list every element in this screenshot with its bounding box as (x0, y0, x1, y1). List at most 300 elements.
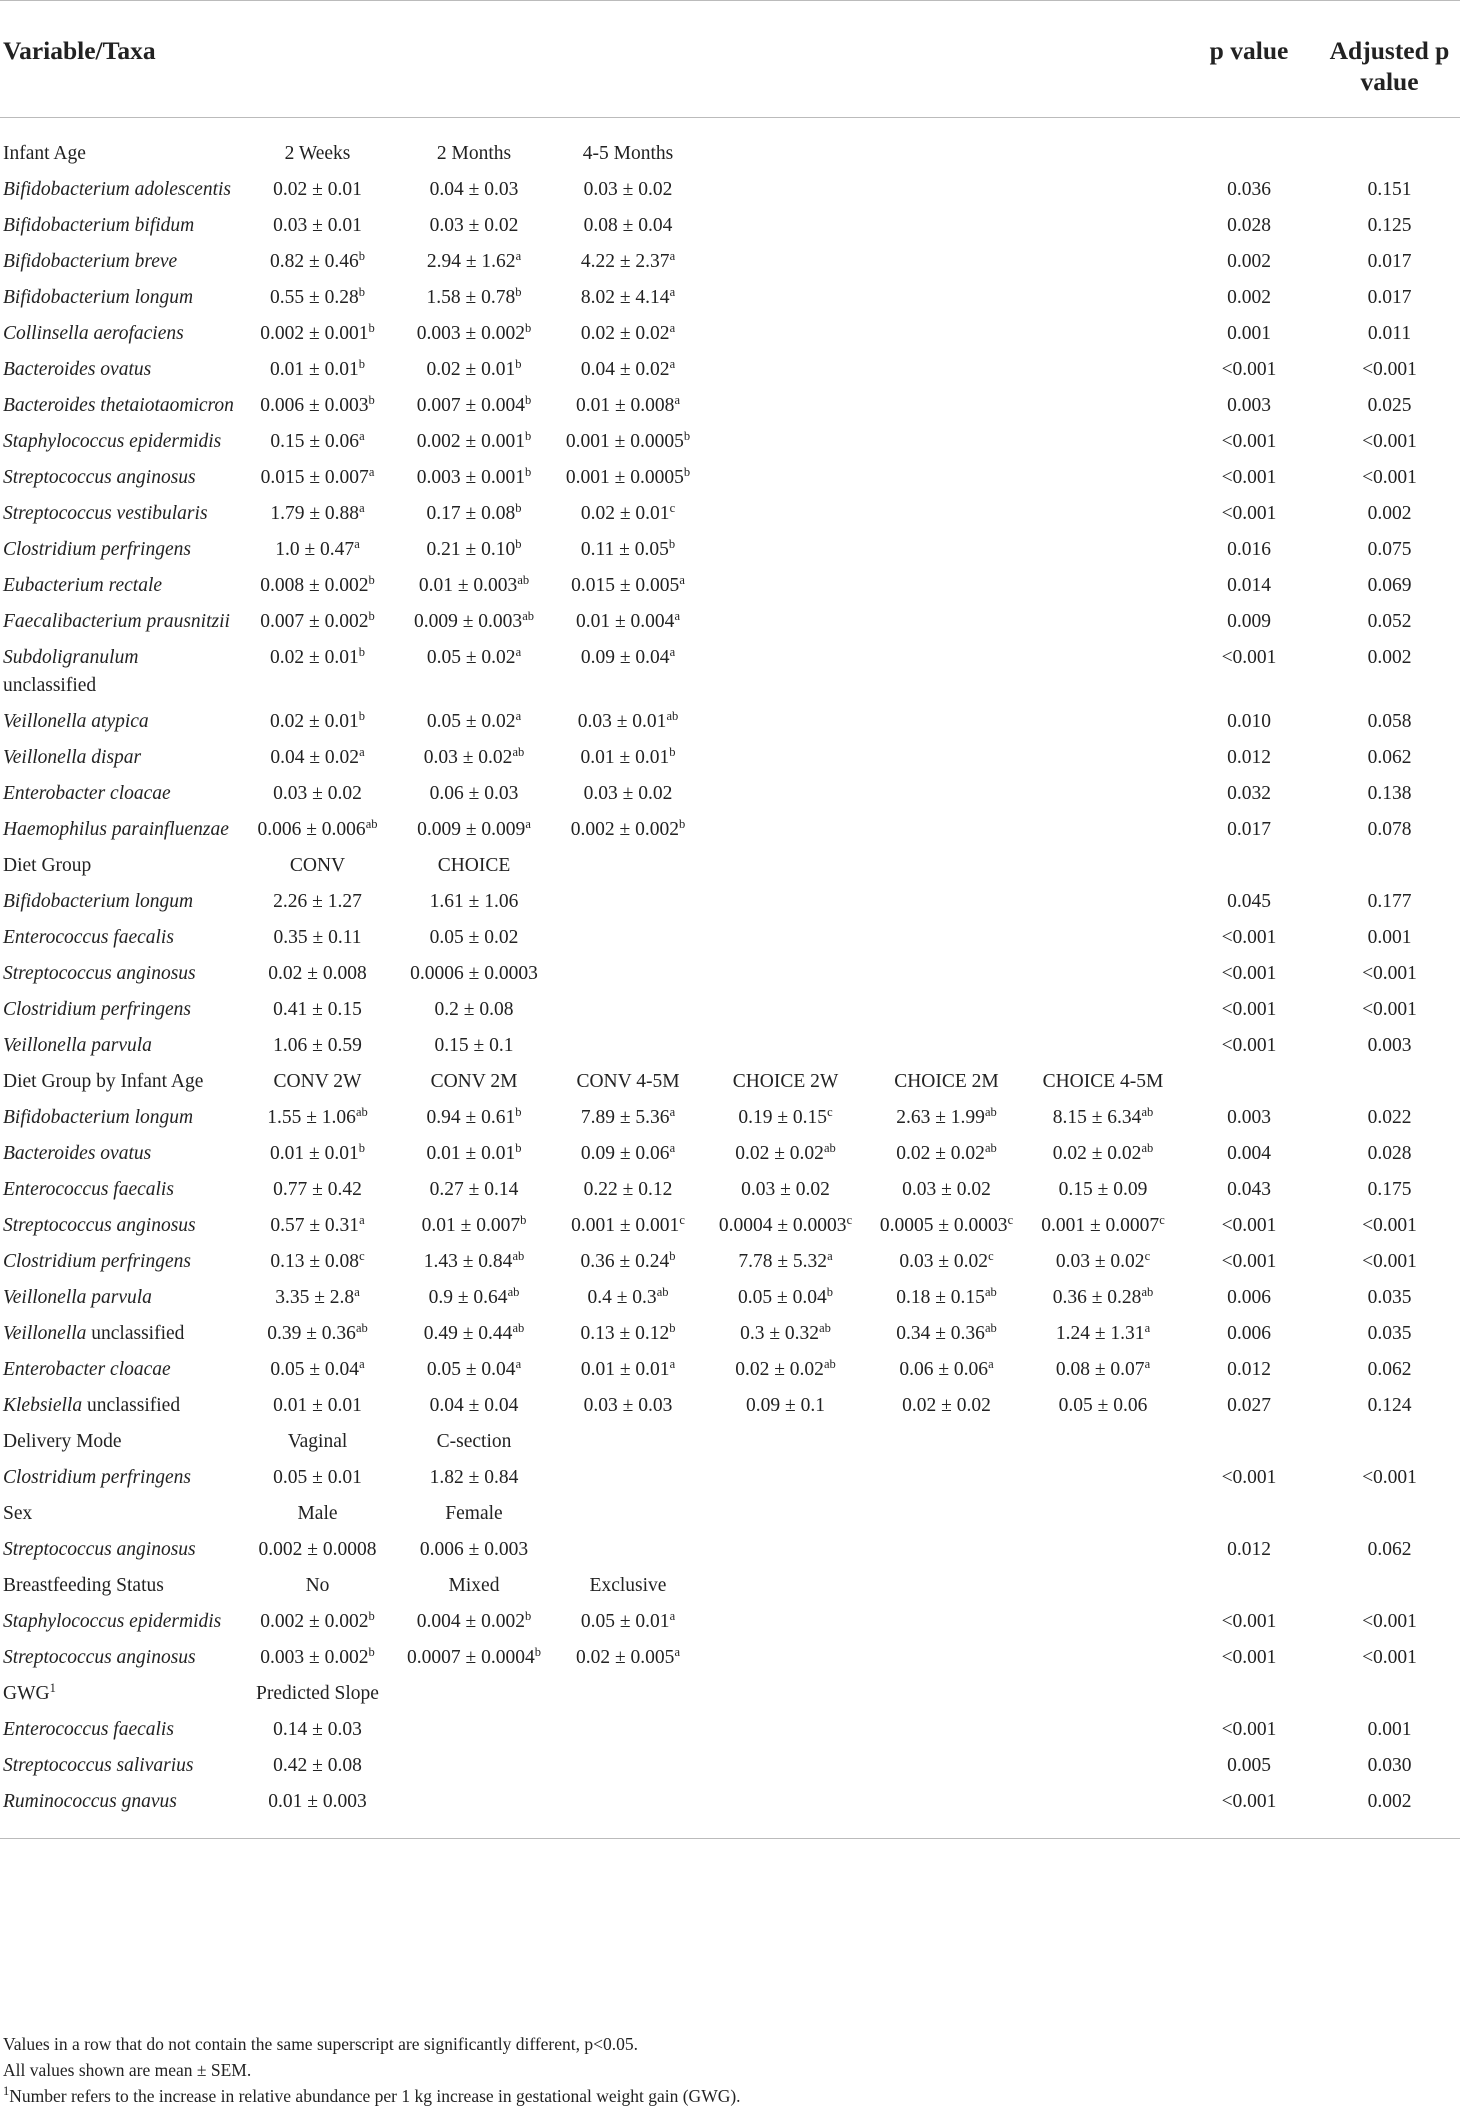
value-cell (1027, 1748, 1179, 1784)
taxon-cell (0, 1316, 238, 1352)
significance-superscript: a (669, 1357, 676, 1371)
mean-sem-value: 0.09 ± 0.1 (746, 1395, 825, 1416)
significance-superscript: b (515, 285, 522, 299)
value-cell (551, 532, 705, 568)
column-label-cell (705, 118, 866, 173)
significance-superscript: a (988, 1357, 994, 1371)
mean-sem-value: 0.001 ± 0.001 (571, 1215, 680, 1236)
table-row (0, 776, 1460, 812)
table-row (0, 316, 1460, 352)
value-cell (866, 388, 1027, 424)
significance-superscript: a (359, 501, 365, 515)
table-row (0, 1784, 1460, 1839)
value-cell (705, 920, 866, 956)
mean-sem-value: 0.06 ± 0.06 (899, 1359, 989, 1380)
significance-superscript: a (679, 573, 685, 587)
adjusted-p-value-cell: 0.030 (1367, 1755, 1412, 1776)
value-cell (866, 776, 1027, 812)
value-cell (705, 956, 866, 992)
value-cell (1027, 316, 1179, 352)
value-cell (705, 1208, 866, 1244)
taxon-cell (0, 316, 238, 352)
adjusted-p-value-cell: <0.001 (1362, 999, 1417, 1020)
mean-sem-value: 0.0007 ± 0.0004 (407, 1647, 535, 1668)
value-cell (705, 812, 866, 848)
mean-sem-value: 0.02 ± 0.02 (896, 1143, 985, 1164)
group-label: Diet Group (3, 855, 92, 876)
taxon-cell (0, 568, 238, 604)
table-row (0, 740, 1460, 776)
mean-sem-value: 0.09 ± 0.04 (580, 647, 670, 668)
footnote-marker: 1 (3, 2084, 10, 2098)
adjusted-p-value-cell: 0.062 (1367, 1359, 1412, 1380)
group-label-cell (0, 848, 238, 884)
value-cell (238, 776, 397, 812)
value-cell (1027, 1388, 1179, 1424)
significance-superscript: ab (512, 1249, 525, 1263)
header-blank (238, 1, 397, 118)
value-cell (705, 244, 866, 280)
value-cell (397, 640, 551, 704)
significance-superscript: c (1144, 1249, 1151, 1263)
group-header-row (0, 1676, 1460, 1712)
mean-sem-value: 0.06 ± 0.03 (429, 783, 519, 804)
mean-sem-value: 0.05 ± 0.04 (738, 1287, 827, 1308)
significance-superscript: a (674, 393, 680, 407)
taxon-cell (0, 1352, 238, 1388)
mean-sem-value: 0.03 ± 0.02 (741, 1179, 830, 1200)
taxon-cell (0, 604, 238, 640)
significance-superscript: b (358, 709, 365, 723)
mean-sem-value: 0.02 ± 0.02 (580, 323, 670, 344)
significance-superscript: c (827, 1105, 833, 1119)
significance-superscript: b (515, 501, 522, 515)
value-cell (705, 740, 866, 776)
value-cell (551, 956, 705, 992)
significance-superscript: b (524, 465, 532, 479)
value-cell (705, 1748, 866, 1784)
significance-superscript: a (674, 609, 680, 623)
significance-superscript: c (846, 1213, 853, 1227)
adjusted-p-value-cell: 0.062 (1367, 747, 1412, 768)
value-cell (238, 704, 397, 740)
taxon-cell (0, 424, 238, 460)
taxon-cell (0, 352, 238, 388)
value-cell (397, 1712, 551, 1748)
significance-superscript: b (669, 1321, 676, 1335)
value-cell (397, 704, 551, 740)
value-cell (238, 244, 397, 280)
column-label-cell (238, 1496, 397, 1532)
taxon-name: Veillonella (3, 1323, 87, 1344)
mean-sem-value: 0.02 ± 0.01 (580, 503, 670, 524)
column-label: CHOICE (437, 855, 511, 876)
mean-sem-value: 0.006 ± 0.006 (257, 819, 366, 840)
column-label: Exclusive (589, 1575, 667, 1596)
taxon-cell (0, 1784, 238, 1839)
column-label-cell (397, 1424, 551, 1460)
group-label-cell (0, 1676, 238, 1712)
column-label-cell (1027, 848, 1179, 884)
taxon-name: Enterococcus faecalis (3, 1719, 174, 1740)
value-cell (551, 704, 705, 740)
value-cell (866, 1208, 1027, 1244)
p-value-cell: 0.036 (1227, 179, 1271, 200)
taxon-name: Veillonella dispar (3, 747, 142, 768)
table-row (0, 1640, 1460, 1676)
taxon-name: Bifidobacterium adolescentis (3, 179, 232, 200)
group-label-cell (0, 1064, 238, 1100)
table-row (0, 1208, 1460, 1244)
adjusted-p-value-cell (1319, 1424, 1460, 1460)
mean-sem-value: 0.05 ± 0.02 (429, 927, 519, 948)
mean-sem-value: 0.002 ± 0.001 (260, 323, 369, 344)
significance-superscript: ab (984, 1105, 997, 1119)
significance-superscript: ab (984, 1141, 997, 1155)
mean-sem-value: 0.02 ± 0.008 (268, 963, 367, 984)
column-label-cell (397, 1676, 551, 1712)
mean-sem-value: 0.003 ± 0.001 (416, 467, 525, 488)
footnote-mean-sem: All values shown are mean ± SEM. (3, 2060, 252, 2080)
value-cell (866, 316, 1027, 352)
value-cell (238, 1028, 397, 1064)
significance-superscript: ab (355, 1321, 368, 1335)
mean-sem-value: 0.01 ± 0.007 (421, 1215, 521, 1236)
value-cell (866, 568, 1027, 604)
adjusted-p-value-cell: 0.052 (1367, 611, 1412, 632)
value-cell (1027, 1784, 1179, 1839)
mean-sem-value: 0.0005 ± 0.0003 (879, 1215, 1008, 1236)
mean-sem-value: 0.01 ± 0.003 (268, 1791, 367, 1812)
value-cell (397, 812, 551, 848)
significance-superscript: ab (522, 609, 534, 623)
value-cell (397, 1244, 551, 1280)
footnote-gwg (3, 2083, 1453, 2109)
value-cell (238, 568, 397, 604)
value-cell (397, 1316, 551, 1352)
value-cell (1027, 388, 1179, 424)
taxon-name: Streptococcus anginosus (3, 963, 196, 984)
header-blank (397, 1, 551, 118)
value-cell (705, 316, 866, 352)
p-value-cell: 0.003 (1227, 1107, 1271, 1128)
value-cell (238, 1460, 397, 1496)
value-cell (705, 424, 866, 460)
mean-sem-value: 0.01 ± 0.003 (418, 575, 518, 596)
mean-sem-value: 1.82 ± 0.84 (429, 1467, 519, 1488)
adjusted-p-value-cell: <0.001 (1362, 431, 1417, 452)
mean-sem-value: 0.007 ± 0.002 (260, 611, 369, 632)
mean-sem-value: 7.78 ± 5.32 (738, 1251, 828, 1272)
table-row (0, 1136, 1460, 1172)
p-value-cell: <0.001 (1221, 1611, 1277, 1632)
value-cell (866, 208, 1027, 244)
p-value-cell: 0.016 (1227, 539, 1271, 560)
column-label-cell (705, 1424, 866, 1460)
group-label: Breastfeeding Status (3, 1575, 164, 1596)
column-label-cell (705, 1676, 866, 1712)
p-value-cell: <0.001 (1221, 1467, 1277, 1488)
taxon-name: Clostridium perfringens (3, 1467, 191, 1488)
value-cell (705, 1316, 866, 1352)
header-blank (1027, 1, 1179, 118)
value-cell (551, 208, 705, 244)
taxon-cell (0, 1532, 238, 1568)
taxon-cell (0, 1028, 238, 1064)
mean-sem-value: 0.02 ± 0.02 (902, 1395, 991, 1416)
taxon-cell (0, 920, 238, 956)
p-value-cell (1179, 1676, 1319, 1712)
taxon-name: Ruminococcus gnavus (3, 1791, 177, 1812)
p-value-cell: 0.012 (1227, 1539, 1271, 1560)
value-cell (397, 1784, 551, 1839)
adjusted-p-value-cell: 0.002 (1319, 1784, 1460, 1839)
p-value-cell: <0.001 (1221, 647, 1277, 668)
value-cell (238, 604, 397, 640)
value-cell (238, 1712, 397, 1748)
mean-sem-value: 0.02 ± 0.02 (1052, 1143, 1142, 1164)
value-cell (1027, 1136, 1179, 1172)
p-value-cell: 0.006 (1227, 1323, 1271, 1344)
column-label-cell (551, 1568, 705, 1604)
significance-superscript: b (358, 285, 365, 299)
value-cell (705, 496, 866, 532)
value-cell (551, 1352, 705, 1388)
p-value-cell: 0.012 (1227, 747, 1271, 768)
taxon-cell (0, 1280, 238, 1316)
taxon-cell (0, 740, 238, 776)
table-row (0, 1352, 1460, 1388)
significance-superscript: a (1144, 1321, 1151, 1335)
taxon-name: Staphylococcus epidermidis (3, 431, 222, 452)
mean-sem-value: 0.39 ± 0.36 (267, 1323, 356, 1344)
value-cell (1027, 1208, 1179, 1244)
value-cell (397, 568, 551, 604)
significance-superscript: ab (984, 1285, 997, 1299)
significance-superscript: b (358, 357, 365, 371)
mean-sem-value: 0.05 ± 0.06 (1058, 1395, 1148, 1416)
mean-sem-value: 0.001 ± 0.0005 (565, 467, 684, 488)
taxon-name: Streptococcus anginosus (3, 1539, 196, 1560)
value-cell (866, 172, 1027, 208)
significance-superscript: b (515, 537, 522, 551)
table-row (0, 956, 1460, 992)
taxon-name: Veillonella parvula (3, 1035, 152, 1056)
mean-sem-value: 0.49 ± 0.44 (423, 1323, 513, 1344)
significance-superscript: a (669, 249, 676, 263)
taxon-cell (0, 704, 238, 740)
mean-sem-value: 0.15 ± 0.06 (270, 431, 360, 452)
value-cell (866, 244, 1027, 280)
value-cell (397, 992, 551, 1028)
value-cell (866, 424, 1027, 460)
value-cell (551, 1028, 705, 1064)
value-cell (397, 884, 551, 920)
mean-sem-value: 0.03 ± 0.01 (273, 215, 362, 236)
table-row (0, 1712, 1460, 1748)
significance-superscript: b (515, 1105, 522, 1119)
significance-superscript: a (515, 645, 522, 659)
group-label-cell (0, 1496, 238, 1532)
mean-sem-value: 0.05 ± 0.04 (270, 1359, 360, 1380)
significance-superscript: a (359, 1357, 365, 1371)
significance-superscript: a (359, 1213, 365, 1227)
taxon-name: Bifidobacterium breve (3, 251, 178, 272)
value-cell (866, 704, 1027, 740)
value-cell (866, 812, 1027, 848)
mean-sem-value: 0.002 ± 0.001 (416, 431, 525, 452)
significance-superscript: a (1144, 1357, 1151, 1371)
table-row (0, 812, 1460, 848)
column-label-cell (866, 1676, 1027, 1712)
column-label-cell (551, 1676, 705, 1712)
adjusted-p-value-cell: 0.078 (1367, 819, 1412, 840)
taxon-name: Bacteroides ovatus (3, 1143, 152, 1164)
taxon-name: Enterococcus faecalis (3, 1179, 174, 1200)
significance-superscript: b (669, 1249, 676, 1263)
value-cell (1027, 1460, 1179, 1496)
adjusted-p-value-cell: 0.017 (1367, 287, 1412, 308)
value-cell (238, 1136, 397, 1172)
value-cell (705, 604, 866, 640)
value-cell (551, 1208, 705, 1244)
mean-sem-value: 0.001 ± 0.0007 (1041, 1215, 1160, 1236)
mean-sem-value: 1.79 ± 0.88 (270, 503, 360, 524)
mean-sem-value: 0.03 ± 0.02 (423, 747, 513, 768)
significance-superscript: ab (365, 817, 378, 831)
value-cell (551, 992, 705, 1028)
mean-sem-value: 0.14 ± 0.03 (273, 1719, 362, 1740)
significance-superscript: a (368, 465, 375, 479)
significance-superscript: a (669, 321, 676, 335)
taxon-name: Streptococcus anginosus (3, 1215, 196, 1236)
table-row (0, 920, 1460, 956)
p-value-cell: 0.009 (1227, 611, 1271, 632)
taxon-cell (0, 1748, 238, 1784)
footnote-gwg-text: Number refers to the increase in relative abundance per 1 kg increase in gestational weight gain (GWG). (9, 2086, 741, 2106)
column-label-cell (238, 1676, 397, 1712)
significance-superscript: c (679, 1213, 685, 1227)
column-label-cell (397, 1568, 551, 1604)
value-cell (866, 1712, 1027, 1748)
value-cell (866, 1136, 1027, 1172)
value-cell (866, 1604, 1027, 1640)
significance-superscript: a (359, 745, 365, 759)
value-cell (1027, 1640, 1179, 1676)
column-label-cell (705, 1568, 866, 1604)
value-cell (866, 460, 1027, 496)
footnote-marker: 1 (49, 1681, 56, 1695)
adjusted-p-value-cell: 0.035 (1367, 1287, 1412, 1308)
taxon-name: Streptococcus salivarius (3, 1755, 194, 1776)
value-cell (866, 1316, 1027, 1352)
significance-superscript: b (524, 1609, 532, 1623)
value-cell (1027, 1280, 1179, 1316)
value-cell (1027, 920, 1179, 956)
taxon-qualifier: unclassified (82, 1395, 181, 1416)
column-label: Female (445, 1503, 503, 1524)
value-cell (551, 280, 705, 316)
taxon-cell (0, 244, 238, 280)
significance-superscript: c (359, 1249, 365, 1263)
value-cell (397, 244, 551, 280)
significance-superscript: ab (984, 1321, 997, 1335)
column-label: Male (297, 1503, 338, 1524)
value-cell (238, 280, 397, 316)
adjusted-p-value-cell: 0.022 (1367, 1107, 1412, 1128)
mean-sem-value: 0.15 ± 0.1 (434, 1035, 514, 1056)
significance-superscript: b (368, 1645, 375, 1659)
value-cell (1027, 532, 1179, 568)
value-cell (551, 1100, 705, 1136)
significance-superscript: a (669, 1141, 676, 1155)
column-label: C-section (436, 1431, 512, 1452)
mean-sem-value: 0.002 ± 0.0008 (258, 1539, 377, 1560)
value-cell (705, 1280, 866, 1316)
significance-superscript: b (678, 817, 686, 831)
column-label: 2 Weeks (284, 143, 351, 164)
significance-superscript: a (669, 1105, 676, 1119)
significance-superscript: a (515, 249, 522, 263)
table-row (0, 1316, 1460, 1352)
significance-superscript: a (354, 1285, 360, 1299)
mean-sem-value: 0.009 ± 0.003 (413, 611, 523, 632)
table-row (0, 244, 1460, 280)
table-row (0, 1532, 1460, 1568)
p-value-cell: <0.001 (1179, 1784, 1319, 1839)
taxon-name: Bifidobacterium bifidum (3, 215, 195, 236)
table-row (0, 1172, 1460, 1208)
value-cell (238, 460, 397, 496)
table-row (0, 1460, 1460, 1496)
table-row (0, 1604, 1460, 1640)
table-row (0, 1388, 1460, 1424)
value-cell (397, 280, 551, 316)
value-cell (551, 316, 705, 352)
mean-sem-value: 0.05 ± 0.01 (273, 1467, 362, 1488)
table-row (0, 640, 1460, 704)
table-row (0, 280, 1460, 316)
p-value-cell: 0.045 (1227, 891, 1271, 912)
mean-sem-value: 0.77 ± 0.42 (273, 1179, 362, 1200)
value-cell (1027, 992, 1179, 1028)
value-cell (238, 920, 397, 956)
value-cell (866, 992, 1027, 1028)
adjusted-p-value-cell: 0.002 (1367, 503, 1412, 524)
significance-superscript: b (668, 537, 676, 551)
significance-superscript: b (368, 573, 375, 587)
taxon-name: Streptococcus anginosus (3, 467, 196, 488)
value-cell (238, 1784, 397, 1839)
table-row (0, 424, 1460, 460)
value-cell (238, 1532, 397, 1568)
adjusted-p-value-cell (1319, 118, 1460, 173)
value-cell (866, 532, 1027, 568)
adjusted-p-value-cell (1319, 848, 1460, 884)
mean-sem-value: 0.04 ± 0.04 (429, 1395, 519, 1416)
value-cell (705, 1532, 866, 1568)
mean-sem-value: 1.61 ± 1.06 (429, 891, 519, 912)
mean-sem-value: 1.06 ± 0.59 (273, 1035, 362, 1056)
mean-sem-value: 2.26 ± 1.27 (273, 891, 362, 912)
taxon-cell (0, 1244, 238, 1280)
column-label: Predicted Slope (256, 1683, 379, 1704)
group-label: Sex (3, 1503, 33, 1524)
group-label: Diet Group by Infant Age (3, 1071, 204, 1092)
value-cell (1027, 568, 1179, 604)
value-cell (238, 884, 397, 920)
adjusted-p-value-cell: 0.058 (1367, 711, 1412, 732)
